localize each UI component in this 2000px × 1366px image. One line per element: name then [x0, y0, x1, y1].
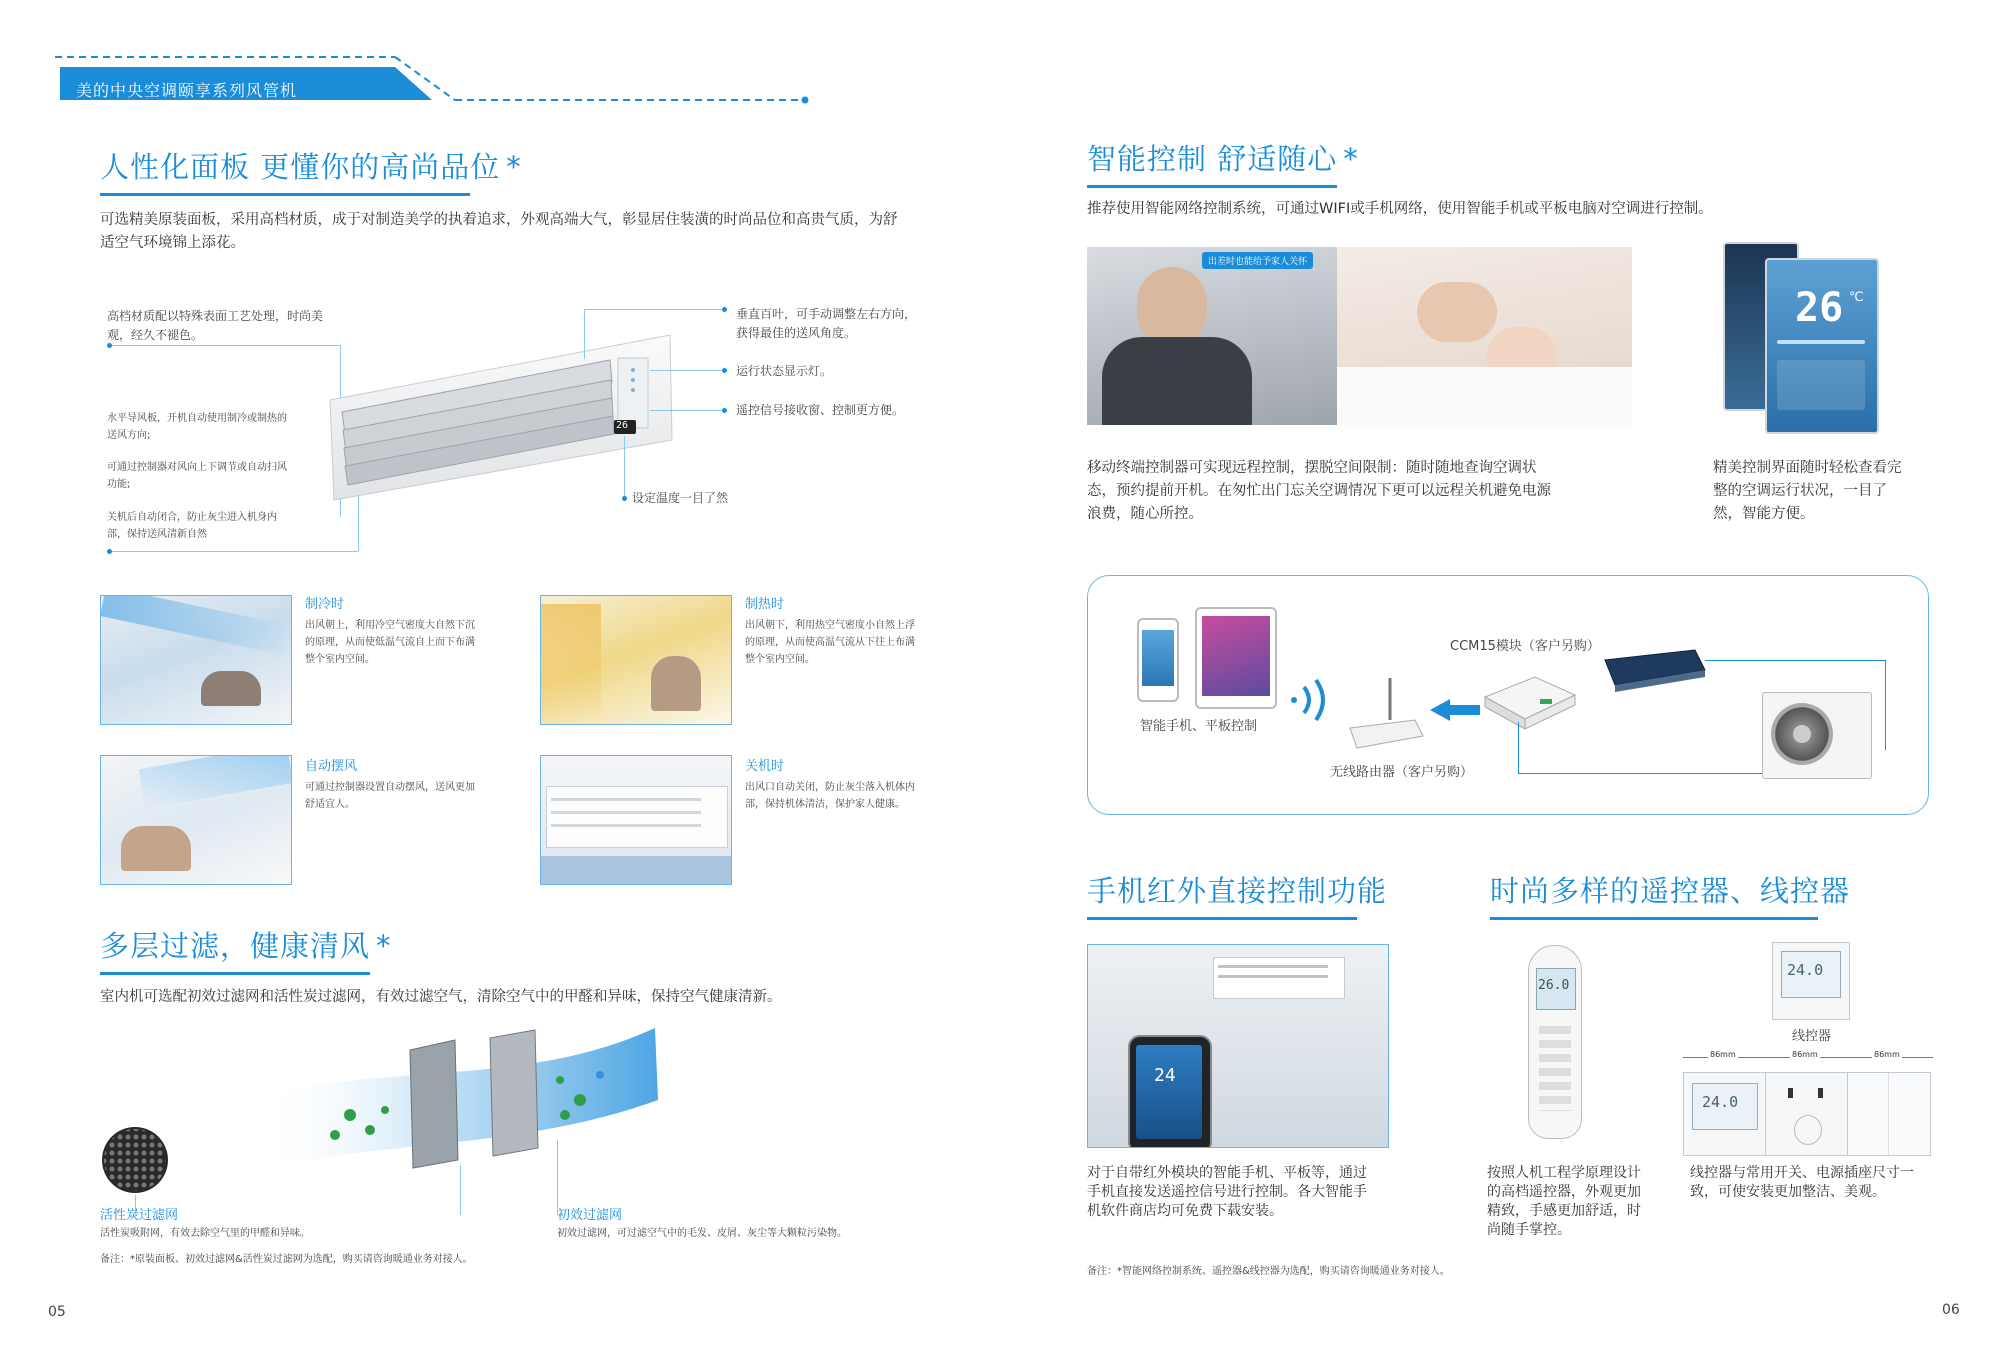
callout-louver-v: 垂直百叶，可手动调整左右方向，获得最佳的送风角度。 — [736, 307, 917, 340]
mode-photo-swing — [100, 755, 292, 885]
callout-adjust: 可通过控制器对风向上下调节或自动扫风功能; — [107, 462, 287, 490]
tablet-icon — [1195, 607, 1277, 709]
panel-title-text: 人性化面板 更懂你的高尚品位 — [100, 150, 501, 184]
filter-airflow-illustration — [260, 1020, 660, 1180]
filter-title-text: 多层过滤，健康清风 — [100, 929, 371, 963]
mode-title-off: 关机时 — [745, 759, 785, 774]
wired-controller-label: 线控器 — [1792, 1029, 1832, 1044]
ir-desc: 对于自带红外模块的智能手机、平板等，通过手机直接发送遥控信号进行控制。各大智能手机软件商店均可免费下载安装。 — [1087, 1165, 1367, 1219]
callout-temp: 设定温度一目了然 — [632, 491, 729, 505]
remote-reading: 26.0 — [1538, 978, 1570, 993]
mode-photo-cooling — [100, 595, 292, 725]
app-temp-unit: ℃ — [1849, 290, 1864, 305]
duct-unit-icon — [1600, 645, 1710, 695]
smart-photo-mother-baby — [1337, 247, 1632, 425]
ccm15-module-icon — [1480, 667, 1580, 732]
header-band-title: 美的中央空调颐享系列风管机 — [76, 81, 298, 100]
app-screen-front — [1765, 258, 1879, 434]
smart-title-text: 智能控制 舒适随心 — [1087, 142, 1338, 176]
power-socket-panel — [1765, 1072, 1849, 1156]
wifi-signal-icon — [1288, 675, 1348, 725]
smart-title-star: * — [1343, 142, 1359, 176]
callout-close: 关机后自动闭合，防止灰尘进入机身内部，保持送风清新自然 — [107, 512, 277, 540]
ir-photo — [1087, 944, 1389, 1148]
router-label: 无线路由器（客户另购） — [1330, 765, 1474, 780]
callout-material: 高档材质配以特殊表面工艺处理，时尚美观，经久不褪色。 — [107, 309, 324, 342]
filter-section-title — [100, 924, 392, 965]
mode-desc-off: 出风口自动关闭，防止灰尘落入机体内部，保持机体清洁，保护家人健康。 — [745, 782, 915, 810]
smart-intro: 推荐使用智能网络控制系统，可通过WIFI或手机网络，使用智能手机或平板电脑对空调进行控制。 — [1087, 201, 1713, 217]
mode-desc-swing: 可通过控制器设置自动摆风，送风更加舒适宜人。 — [305, 782, 475, 810]
callout-lamp: 运行状态显示灯。 — [736, 364, 833, 378]
left-footnote: 备注：*原装面板、初效过滤网&活性炭过滤网为选配，购买请咨询暖通业务对接人。 — [100, 1254, 473, 1265]
remotes-title-text: 时尚多样的遥控器、线控器 — [1490, 874, 1851, 908]
module-label: CCM15模块（客户另购） — [1450, 639, 1600, 654]
router-icon — [1345, 678, 1425, 753]
wired-reading-top: 24.0 — [1787, 961, 1824, 979]
primary-filter-title: 初效过滤网 — [557, 1208, 623, 1223]
panel-section-title — [100, 145, 522, 186]
mode-title-swing: 自动摆风 — [305, 759, 358, 774]
light-switch-panel — [1847, 1072, 1931, 1156]
remote-desc: 按照人机工程学原理设计的高档遥控器，外观更加精致，手感更加舒适，时尚随手掌控。 — [1487, 1165, 1641, 1238]
outdoor-unit-icon — [1762, 692, 1872, 779]
mode-photo-heating — [540, 595, 732, 725]
wired-desc: 线控器与常用开关、电源插座尺寸一致，可使安装更加整洁、美观。 — [1690, 1165, 1914, 1200]
filter-intro: 室内机可选配初效过滤网和活性炭过滤网，有效过滤空气，清除空气中的甲醛和异味，保持空气健康清新。 — [100, 989, 782, 1005]
panel-title-star: * — [506, 150, 522, 184]
carbon-filter-desc: 活性炭吸附网，有效去除空气里的甲醛和异味。 — [100, 1228, 310, 1239]
callout-louver-h: 水平导风板，开机自动使用制冷或制热的送风方向; — [107, 413, 287, 441]
devices-label: 智能手机、平板控制 — [1140, 719, 1258, 734]
mode-desc-cooling: 出风朝上，利用冷空气密度大自然下沉的原理，从而使低温气流自上而下布满整个室内空间。 — [305, 620, 475, 665]
wired-controller-image — [1772, 942, 1850, 1020]
mode-desc-heating: 出风朝下，利用热空气密度小自然上浮的原理，从而使高温气流从下往上布满整个室内空间。 — [745, 620, 915, 665]
remotes-section-title — [1490, 869, 1850, 910]
carbon-filter-title: 活性炭过滤网 — [100, 1208, 179, 1223]
dimension-marks — [1683, 1050, 1933, 1064]
signal-arrow-icon — [1430, 697, 1482, 723]
carbon-filter-swatch — [100, 1125, 170, 1195]
smartphone-icon — [1137, 618, 1179, 702]
right-page-number: 06 — [1942, 1302, 1960, 1318]
mode-photo-off — [540, 755, 732, 885]
filter-title-star: * — [376, 929, 392, 963]
smart-photo-businessman — [1087, 247, 1337, 425]
primary-filter-desc: 初效过滤网，可过滤空气中的毛发、皮屑、灰尘等大颗粒污染物。 — [557, 1228, 847, 1239]
smart-photo-tag: 出差时也能给予家人关怀 — [1202, 252, 1313, 269]
remote-control-image — [1528, 945, 1582, 1139]
wired-controller-panel — [1683, 1072, 1767, 1156]
panel-intro: 可选精美原装面板，采用高档材质，成于对制造美学的执着追求，外观高端大气，彰显居住装潢的时尚品位和高贵气质，为舒适空气环境锦上添花。 — [100, 212, 898, 251]
dim-label-1: 86mm — [1710, 1050, 1736, 1059]
right-footnote: 备注：*智能网络控制系统、遥控器&线控器为选配，购买请咨询暖通业务对接人。 — [1087, 1266, 1450, 1277]
app-temp: 26 — [1795, 285, 1844, 331]
app-ui-desc: 精美控制界面随时轻松查看完整的空调运行状况，一目了然，智能方便。 — [1713, 460, 1902, 522]
left-page-number: 05 — [48, 1304, 66, 1320]
mode-title-heating: 制热时 — [745, 597, 785, 612]
ir-section-title — [1087, 869, 1387, 910]
smart-section-title — [1087, 137, 1359, 178]
remote-control-desc: 移动终端控制器可实现远程控制，摆脱空间限制：随时随地查询空调状态，预约提前开机。在匆忙出门忘关空调情况下更可以远程关机避免电源浪费，随心所控。 — [1087, 460, 1551, 522]
ir-title-text: 手机红外直接控制功能 — [1087, 874, 1388, 908]
ir-phone-temp: 24 — [1154, 1065, 1176, 1086]
dim-label-3: 86mm — [1874, 1050, 1900, 1059]
panel-display-reading: 26 — [616, 420, 629, 431]
wired-reading-bottom: 24.0 — [1702, 1093, 1739, 1111]
dim-label-2: 86mm — [1792, 1050, 1818, 1059]
callout-receiver: 遥控信号接收窗、控制更方便。 — [736, 403, 905, 417]
mode-title-cooling: 制冷时 — [305, 597, 345, 612]
